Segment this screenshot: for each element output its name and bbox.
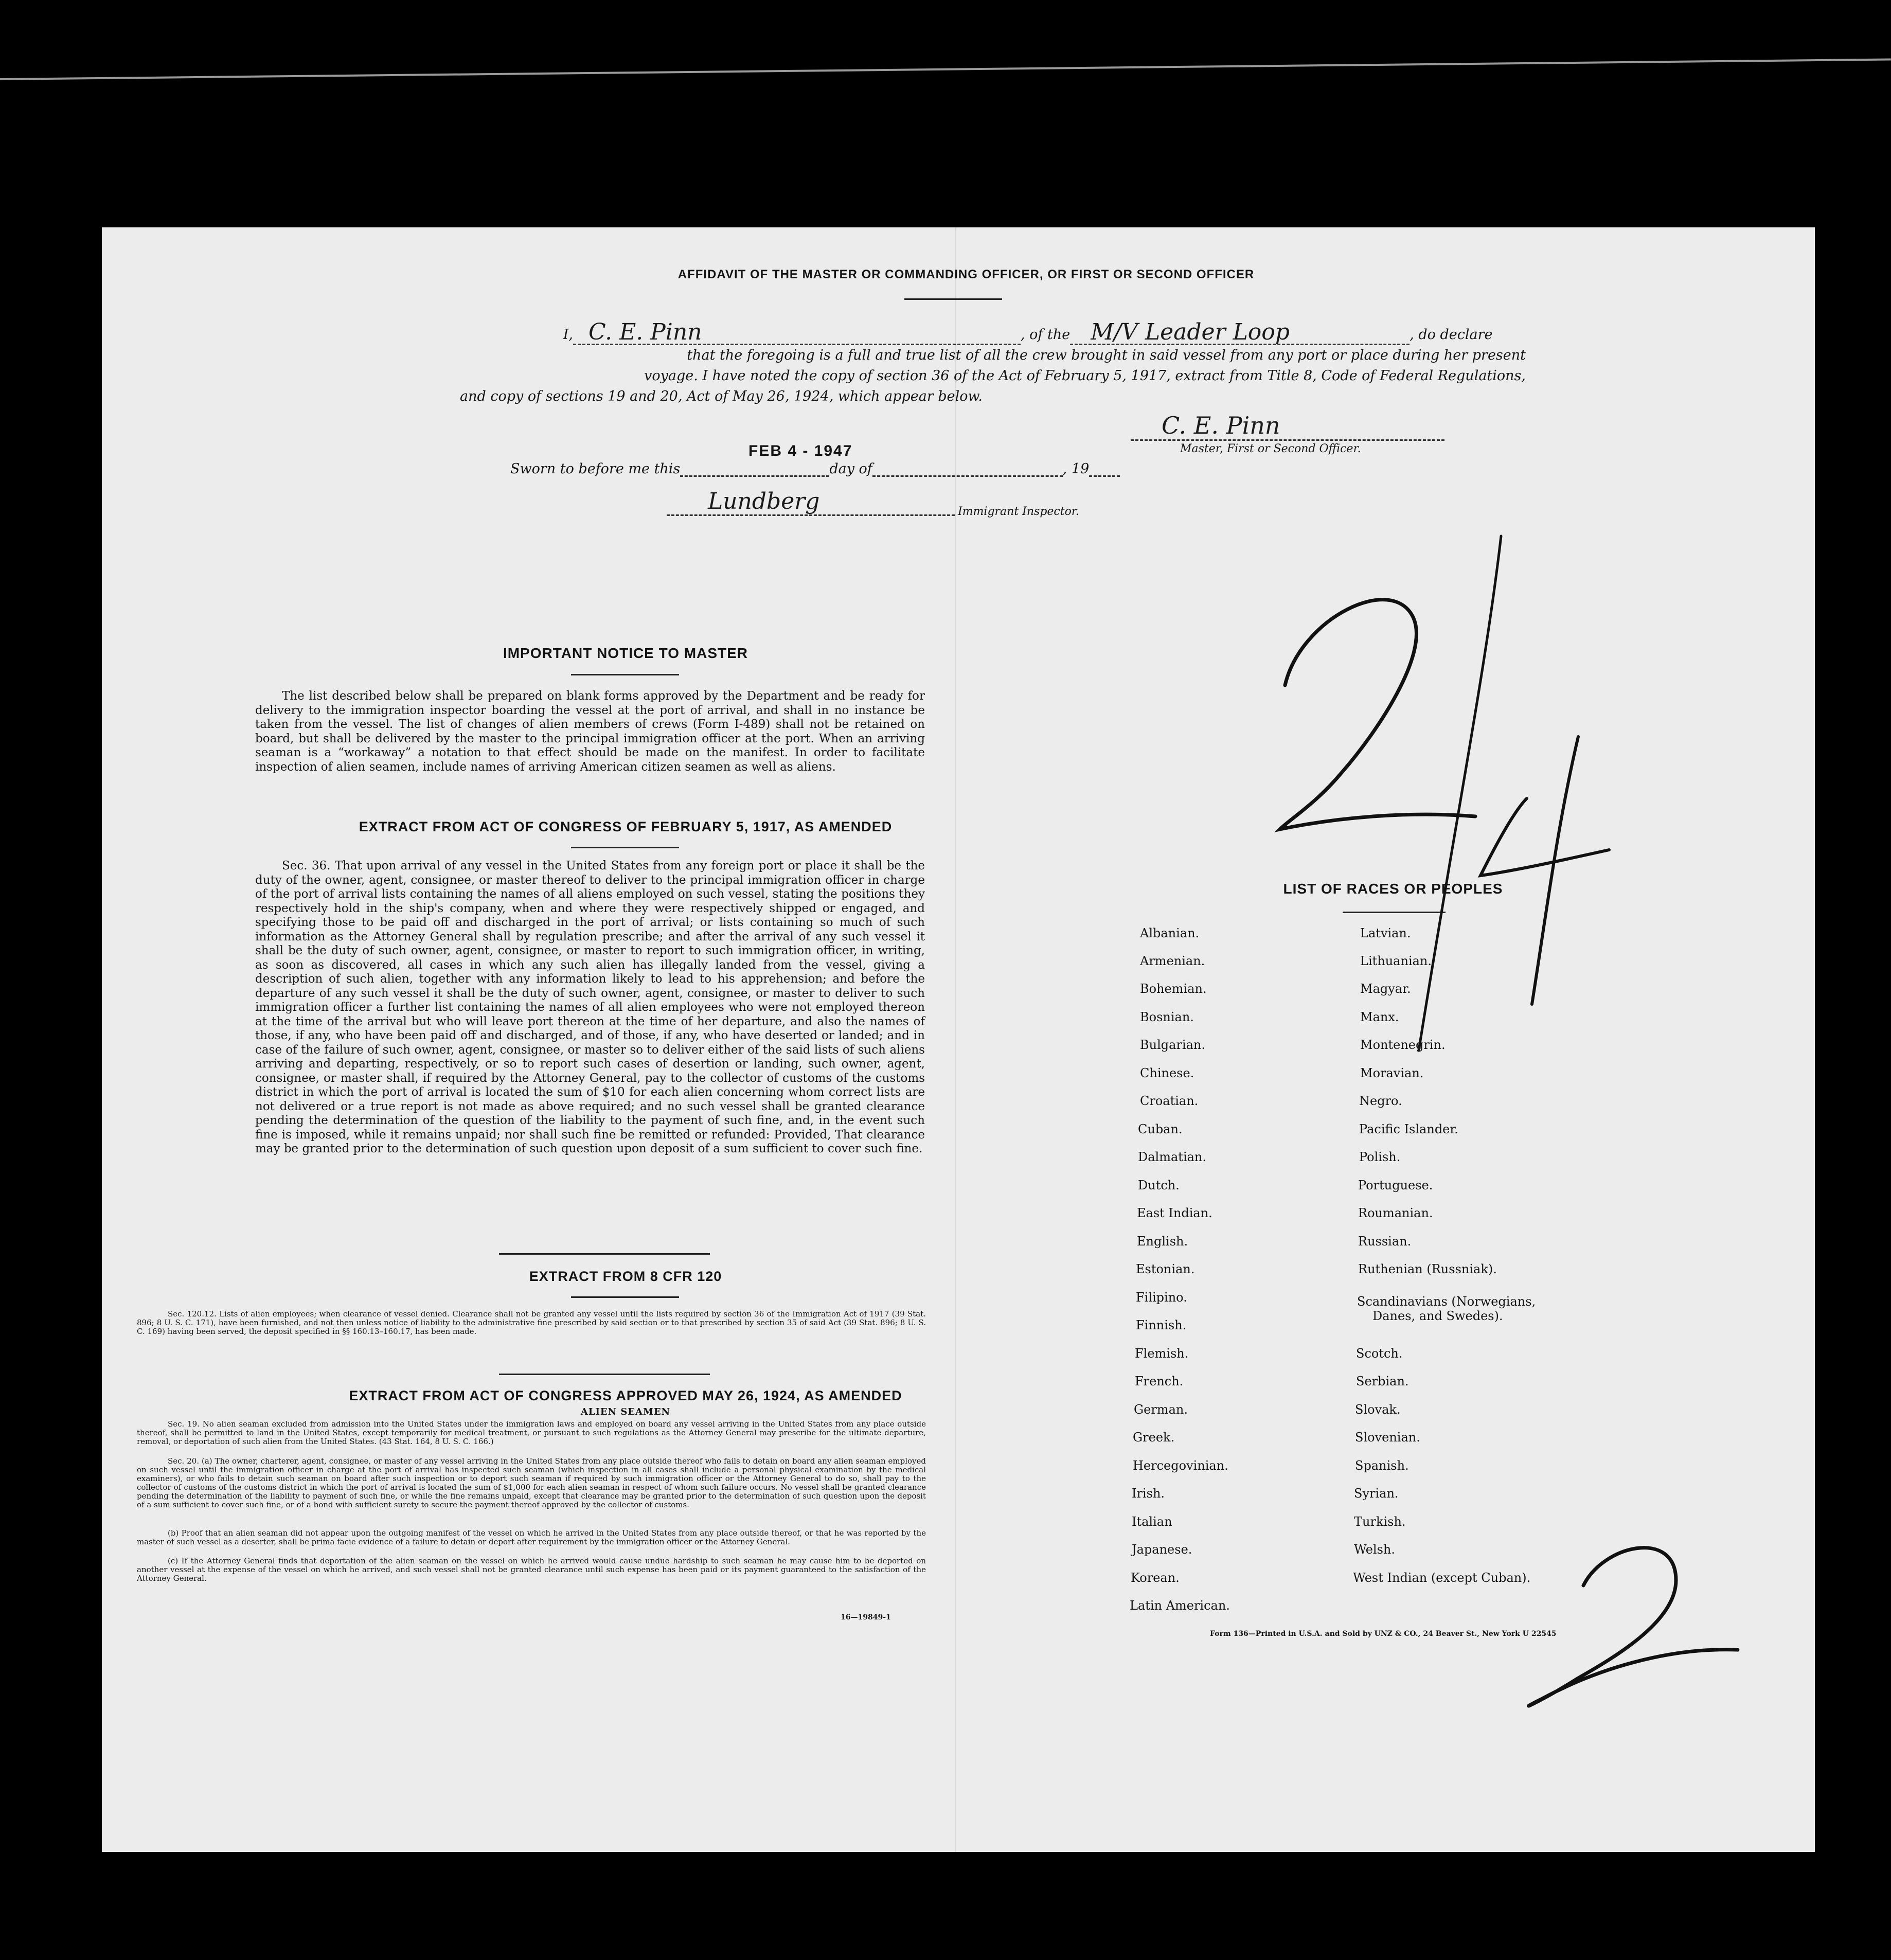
race-item: Flemish.	[1135, 1346, 1189, 1361]
race-item: Slovak.	[1355, 1402, 1401, 1417]
race-item: Albanian.	[1140, 926, 1200, 940]
page-fraction-annotation	[1259, 515, 1630, 1056]
race-item: Croatian.	[1140, 1094, 1199, 1108]
divider	[571, 674, 679, 675]
race-item: Scotch.	[1356, 1346, 1403, 1361]
extract-1924-heading: EXTRACT FROM ACT OF CONGRESS APPROVED MAY 26, 1924, AS AMENDED	[349, 1388, 902, 1403]
scanner-edge-line	[0, 59, 1891, 80]
race-item: Latvian.	[1360, 926, 1411, 940]
race-item: Finnish.	[1136, 1318, 1187, 1332]
form-printer-note: Form 136—Printed in U.S.A. and Sold by UNZ & CO., 24 Beaver St., New York U 22545	[1210, 1630, 1557, 1638]
race-item: Spanish.	[1355, 1458, 1409, 1473]
form-code: 16—19849-1	[841, 1613, 891, 1622]
race-item: Korean.	[1131, 1571, 1180, 1585]
vessel-name-field: M/V Leader Loop	[1070, 321, 1410, 345]
extract-cfr-text: Sec. 120.12. Lists of alien employees; when clearance of vessel denied. Clearance shall not be granted any vessel until the lists required by section 36 of the Immigration Act of 1917 (39 Stat. 896; 8 U. S. C. 171), have been furnished, and not then unless notice of liability to the administrative fine prescribed by said section or to that prescribed by section 35 of said Act (39 Stat. 896; 8 U. S. C. 169) having been served, the deposit specified in §§ 160.13–160.17, has been made.	[137, 1309, 926, 1336]
inspector-signature: Lundberg	[667, 489, 955, 516]
affidavit-line-4: and copy of sections 19 and 20, Act of May 26, 1924, which appear below.	[460, 388, 983, 404]
of-label: , of the	[1021, 327, 1071, 343]
divider	[499, 1253, 710, 1255]
master-caption: Master, First or Second Officer.	[1180, 442, 1361, 455]
extract-1924-sec20c: (c) If the Attorney General finds that deportation of the alien seaman on the vessel on which he arrived would cause undue hardship to such seaman he may cause him to be deported on another vessel at the expense of the vessel on which he arrived, and such vessel shall not be granted clearance until such expense has been paid or its payment guaranteed to the satisfaction of the Attorney General.	[137, 1556, 926, 1583]
race-item: Slovenian.	[1355, 1430, 1420, 1445]
notice-text: The list described below shall be prepared on blank forms approved by the Department and be ready for delivery to the immigration inspector boarding the vessel at the port of arrival, and shall in no instance be taken from the vessel. The list of changes of alien members of crews (Form I-489) shall not be retained on board, but shall be delivered by the master to the principal immigration officer at the port. When an arriving seaman is a “workaway” a notation to that effect should be made on the manifest. In order to facilitate inspection of alien seamen, include names of arriving American citizen seamen as well as aliens.	[255, 689, 925, 774]
divider	[571, 1296, 679, 1298]
race-item: Dutch.	[1138, 1178, 1180, 1192]
race-item: Pacific Islander.	[1359, 1122, 1458, 1136]
i-label: I,	[563, 327, 573, 343]
extract-1924-sec19: Sec. 19. No alien seaman excluded from admission into the United States under the immigration laws and employed on board any vessel arriving in the United States from any place outside thereof, shall be permitted to land in the United States, except temporarily for medical treatment, or pursuant to such regulations as the Attorney General may prescribe for the ultimate departure, removal, or deportation of such alien from the United States. (43 Stat. 164, 8 U. S. C. 166.)	[137, 1419, 926, 1446]
race-item: Serbian.	[1356, 1374, 1409, 1388]
race-item: Magyar.	[1360, 982, 1411, 996]
sworn-label: Sworn to before me this	[510, 461, 681, 477]
race-item: Bohemian.	[1140, 982, 1207, 996]
master-name-field: C. E. Pinn	[573, 321, 1021, 345]
race-item: Japanese.	[1132, 1542, 1192, 1557]
extract-1917-text: Sec. 36. That upon arrival of any vessel in the United States from any foreign port or place it shall be the duty of the owner, agent, consignee, or master thereof to deliver to the principal immigration officer in charge of the port of arrival lists containing the names of all aliens employed on such vessel, stating the positions they respectively hold in the ship's company, when and where they were respectively shipped or engaged, and specifying those to be paid off and discharged in the port of arrival; or lists containing so much of such information as the Attorney General shall by regulation prescribe; and after the arrival of any such vessel it shall be the duty of such owner, agent, consignee, or master to report to such immigration officer, in writing, as soon as discovered, all cases in which any such alien has illegally landed from the vessel, giving a description of such alien, together with any information likely to lead to his apprehension; and before the departure of any such vessel it shall be the duty of such owner, agent, consignee, or master to deliver to such immigration officer a further list containing the names of all alien employees who were not employed thereon at the time of the arrival but who will leave port thereon at the time of her departure, and also the names of those, if any, who have been paid off and discharged, and of those, if any, who have deserted or landed; and in case of the failure of such owner, agent, consignee, or master so to deliver either of the said lists of such aliens arriving and departing, respectively, or so to report such cases of desertion or landing, such owner, agent, consignee, or master shall, if required by the Attorney General, pay to the collector of customs of the customs district in which the port of arrival is located the sum of $10 for each alien concerning whom correct lists are not delivered or a true report is not made as above required; and no such vessel shall be granted clearance pending the determination of the question of the liability to the payment of such fine, and, in the event such fine is imposed, while it remains unpaid; nor shall such fine be remitted or refunded: Provided, That clearance may be granted prior to the determination of such question upon deposit of a sum sufficient to cover such fine.	[255, 859, 925, 1155]
page-number-drawing	[1480, 1534, 1758, 1719]
affidavit-line-1	[460, 321, 1550, 345]
race-item: Greek.	[1133, 1430, 1175, 1445]
affidavit-declaration	[460, 321, 1550, 407]
date-stamp: FEB 4 - 1947	[748, 442, 853, 459]
race-item: German.	[1134, 1402, 1188, 1417]
race-item: Scandinavians (Norwegians,	[1357, 1294, 1536, 1309]
race-item: French.	[1135, 1374, 1184, 1388]
inspector-caption: Immigrant Inspector.	[958, 505, 1079, 518]
race-item: Portuguese.	[1358, 1178, 1433, 1192]
race-item: Roumanian.	[1358, 1206, 1433, 1220]
races-heading: LIST OF RACES OR PEOPLES	[1283, 881, 1503, 897]
extract-1924-sec20a: Sec. 20. (a) The owner, charterer, agent, consignee, or master of any vessel arriving in the United States from any place outside thereof who fails to detain on board any alien seaman employed on such vessel until the immigration officer in charge at the port of arrival has inspected such seaman (which inspection in all cases shall include a personal physical examination by the medical examiners), or who fails to detain such seaman on board after such inspection or to deport such seaman if required by such immigration officer or the Attorney General to do so, shall pay to the collector of customs of the customs district in which the port of arrival is located the sum of $1,000 for each alien seaman in respect of whom such failure occurs. No vessel shall be granted clearance pending the determination of the liability to payment of such fine, or while the fine remains unpaid, except that clearance may be granted prior to the determination of such question upon the deposit of a sum sufficient to cover such fine, or of a bond with sufficient surety to secure the payment thereof approved by the collector of customs.	[137, 1456, 926, 1509]
race-item: Chinese.	[1140, 1066, 1194, 1080]
race-item: East Indian.	[1137, 1206, 1212, 1220]
extract-1924-sec20b: (b) Proof that an alien seaman did not appear upon the outgoing manifest of the vessel on which he arrived in the United States from any place outside thereof, or that he was reported by the master of such vessel as a deserter, shall be prima facie evidence of a failure to detain or deport after requirement by the immigration officer or the Attorney General.	[137, 1528, 926, 1546]
race-item: Manx.	[1360, 1010, 1399, 1024]
affidavit-line-2: that the foregoing is a full and true list of all the crew brought in said vessel from any port or place during her present	[687, 347, 1526, 363]
document-page	[102, 227, 1815, 1852]
race-item: Dalmatian.	[1138, 1150, 1207, 1164]
race-item: Ruthenian (Russniak).	[1358, 1262, 1497, 1276]
race-item: Latin American.	[1130, 1598, 1230, 1613]
affidavit-heading: AFFIDAVIT OF THE MASTER OR COMMANDING OFFICER, OR FIRST OR SECOND OFFICER	[677, 268, 1255, 281]
day-field	[680, 462, 829, 477]
race-item: Negro.	[1359, 1094, 1402, 1108]
race-item: West Indian (except Cuban).	[1353, 1571, 1531, 1585]
extract-1924-subheading: ALIEN SEAMEN	[580, 1406, 671, 1417]
race-item: English.	[1137, 1234, 1188, 1249]
month-field	[872, 462, 1063, 477]
race-item: Turkish.	[1354, 1514, 1406, 1529]
race-item: Bosnian.	[1140, 1010, 1194, 1024]
race-item: Syrian.	[1354, 1486, 1399, 1501]
race-item: Irish.	[1132, 1486, 1165, 1501]
divider	[499, 1374, 710, 1375]
extract-cfr-heading: EXTRACT FROM 8 CFR 120	[529, 1269, 722, 1284]
affidavit-line-3: voyage. I have noted the copy of section 36 of the Act of February 5, 1917, extract from Title 8, Code of Federal Regulations,	[644, 368, 1526, 384]
year-label: , 19	[1062, 461, 1090, 477]
divider	[904, 298, 1002, 300]
race-item: Lithuanian.	[1360, 954, 1432, 968]
master-signature: C. E. Pinn	[1131, 412, 1444, 441]
race-item: Russian.	[1358, 1234, 1412, 1249]
race-item: Italian	[1132, 1514, 1172, 1529]
race-item: Hercegovinian.	[1133, 1458, 1228, 1473]
notice-heading: IMPORTANT NOTICE TO MASTER	[503, 645, 748, 661]
race-item: Estonian.	[1136, 1262, 1195, 1276]
race-item: Welsh.	[1354, 1542, 1395, 1557]
race-item: Montenegrin.	[1360, 1038, 1446, 1052]
page-fraction-drawing	[1259, 515, 1630, 1056]
divider	[571, 847, 679, 848]
race-item: Polish.	[1359, 1150, 1401, 1164]
page-number-annotation	[1480, 1534, 1758, 1719]
race-item: Armenian.	[1140, 954, 1205, 968]
race-item: Danes, and Swedes).	[1372, 1309, 1503, 1323]
day-label: day of	[829, 461, 872, 477]
race-item: Filipino.	[1136, 1290, 1187, 1305]
sworn-line	[510, 461, 1120, 477]
extract-1917-heading: EXTRACT FROM ACT OF CONGRESS OF FEBRUARY 5, 1917, AS AMENDED	[359, 819, 893, 834]
race-item: Moravian.	[1360, 1066, 1424, 1080]
declare-label: , do declare	[1410, 327, 1493, 343]
race-item: Cuban.	[1138, 1122, 1183, 1136]
year-field	[1089, 462, 1120, 477]
race-item: Bulgarian.	[1140, 1038, 1205, 1052]
